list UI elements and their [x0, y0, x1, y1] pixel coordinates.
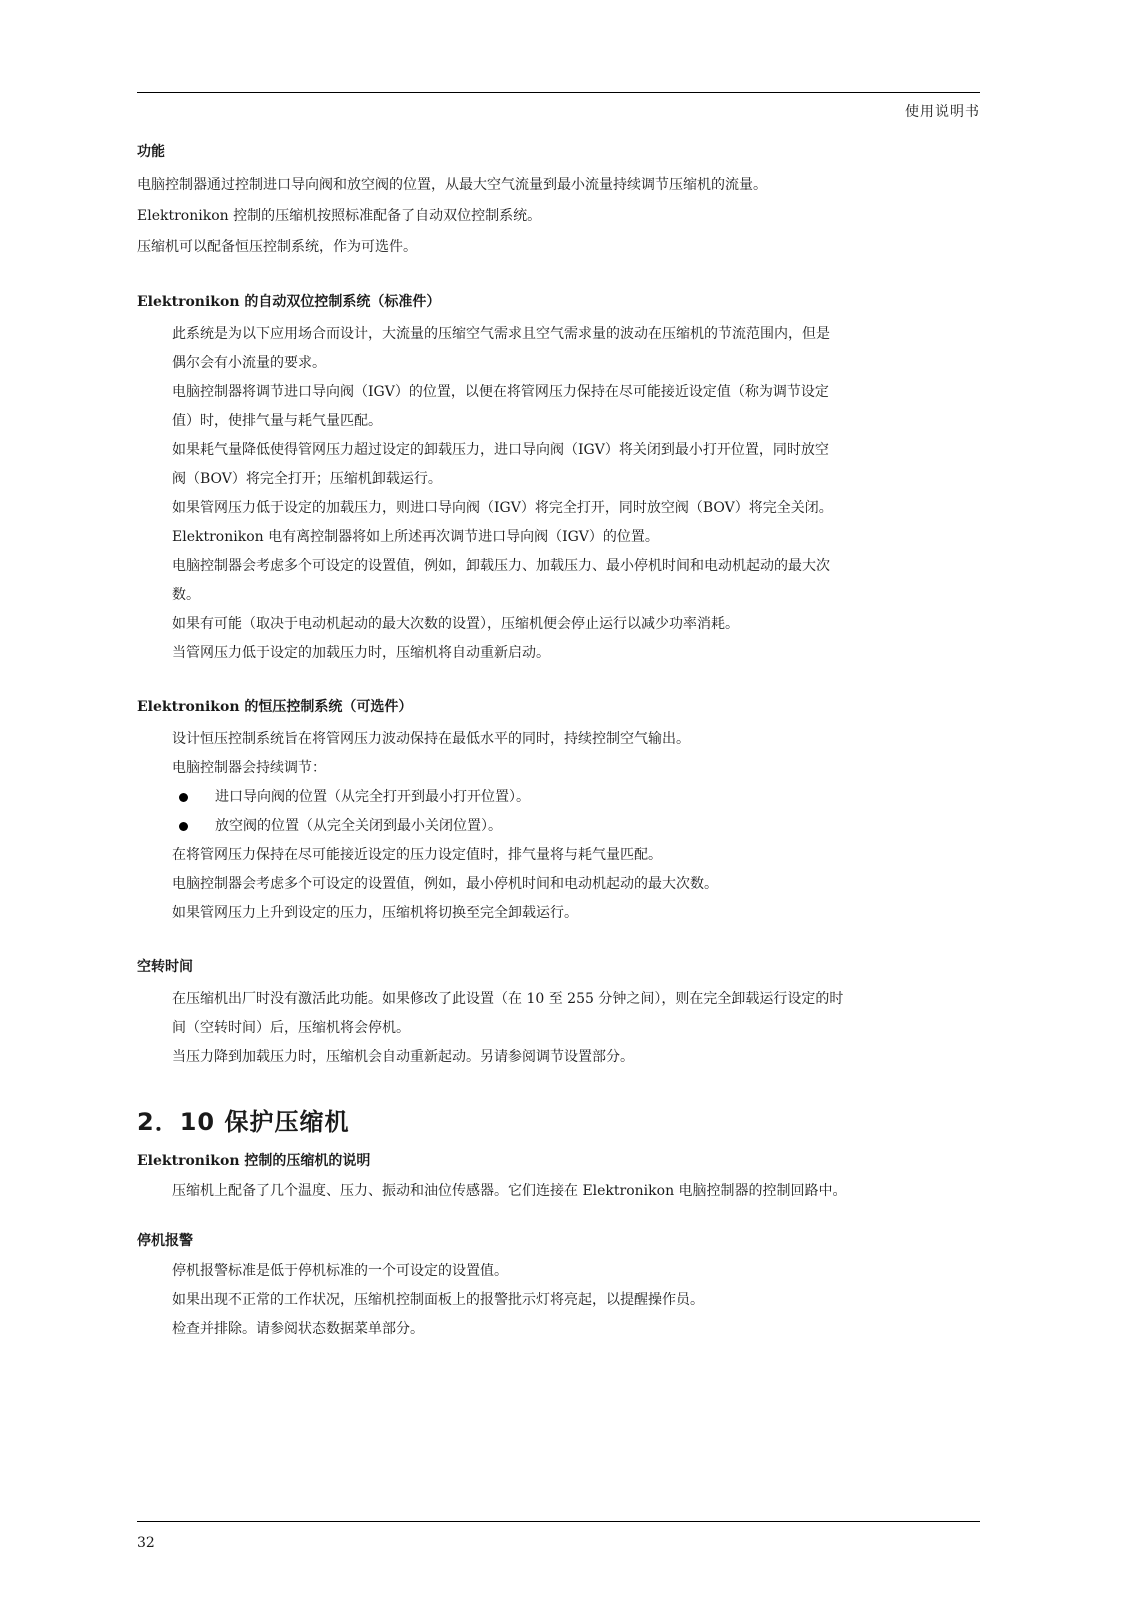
section-heading-shutdown-alarm: 停机报警	[137, 1233, 193, 1249]
paragraph-line: 如果管网压力低于设定的加载压力，则进口导向阀（IGV）将完全打开，同时放空阀（BOV）将完全关闭。	[172, 500, 833, 516]
footer-rule	[137, 1521, 980, 1522]
section-heading-function: 功能	[137, 144, 165, 160]
paragraph-line: 电脑控制器会考虑多个可设定的设置值，例如，最小停机时间和电动机起动的最大次数。	[172, 876, 718, 892]
bullet-item	[172, 783, 982, 812]
paragraph-line: 如果管网压力上升到设定的压力，压缩机将切换至完全卸载运行。	[172, 905, 578, 921]
paragraph-line: 偶尔会有小流量的要求。	[172, 355, 326, 371]
paragraph-line: 检查并排除。请参阅状态数据菜单部分。	[172, 1321, 424, 1337]
paragraph-line: 电脑控制器会考虑多个可设定的设置值，例如，卸载压力、加载压力、最小停机时间和电动机起动的最大次	[172, 558, 830, 574]
section-heading-dual-control: Elektronikon 的自动双位控制系统（标准件）	[137, 294, 441, 310]
section-heading-constant-pressure: Elektronikon 的恒压控制系统（可选件）	[137, 699, 413, 715]
section-heading-idle-time: 空转时间	[137, 959, 193, 975]
bullet-dot-icon	[179, 822, 188, 831]
paragraph-line: 电脑控制器将调节进口导向阀（IGV）的位置，以便在将管网压力保持在尽可能接近设定值（称为调节设定	[172, 384, 829, 400]
bullet-text: 进口导向阀的位置（从完全打开到最小打开位置）。	[215, 789, 530, 805]
paragraph-line: 数。	[172, 587, 200, 603]
paragraph-line: 间（空转时间）后，压缩机将会停机。	[172, 1020, 410, 1036]
paragraph-line: 阀（BOV）将完全打开；压缩机卸载运行。	[172, 471, 442, 487]
paragraph-line: Elektronikon 控制的压缩机按照标准配备了自动双位控制系统。	[137, 208, 542, 224]
paragraph-line: 停机报警标准是低于停机标准的一个可设定的设置值。	[172, 1263, 508, 1279]
bullet-dot-icon	[179, 793, 188, 802]
header-rule	[137, 92, 980, 93]
paragraph-line: 如果出现不正常的工作状况，压缩机控制面板上的报警批示灯将亮起，以提醒操作员。	[172, 1292, 704, 1308]
paragraph-line: 如果耗气量降低使得管网压力超过设定的卸载压力，进口导向阀（IGV）将关闭到最小打开位置，同时放空	[172, 442, 829, 458]
page-content	[137, 142, 982, 1344]
paragraph-line: Elektronikon 电有离控制器将如上所述再次调节进口导向阀（IGV）的位置。	[172, 529, 659, 545]
header-title: 使用说明书	[905, 104, 980, 120]
paragraph-line: 当压力降到加载压力时，压缩机会自动重新起动。另请参阅调节设置部分。	[172, 1049, 634, 1065]
paragraph-line: 电脑控制器会持续调节：	[172, 760, 326, 776]
chapter-heading: 2．10 保护压缩机	[137, 1108, 350, 1136]
paragraph-line: 压缩机可以配备恒压控制系统，作为可选件。	[137, 239, 417, 255]
paragraph-line: 此系统是为以下应用场合而设计，大流量的压缩空气需求且空气需求量的波动在压缩机的节流范围内，但是	[172, 326, 830, 342]
section-heading-description: Elektronikon 控制的压缩机的说明	[137, 1153, 371, 1169]
paragraph-line: 在将管网压力保持在尽可能接近设定的压力设定值时，排气量将与耗气量匹配。	[172, 847, 662, 863]
paragraph-line: 在压缩机出厂时没有激活此功能。如果修改了此设置（在 10 至 255 分钟之间），则在完全卸载运行设定的时	[172, 991, 844, 1007]
bullet-text: 放空阀的位置（从完全关闭到最小关闭位置）。	[215, 818, 502, 834]
paragraph-line: 压缩机上配备了几个温度、压力、振动和油位传感器。它们连接在 Elektronikon 电脑控制器的控制回路中。	[172, 1183, 847, 1199]
page-number: 32	[137, 1535, 155, 1551]
paragraph-line: 值）时，使排气量与耗气量匹配。	[172, 413, 382, 429]
paragraph-line: 当管网压力低于设定的加载压力时，压缩机将自动重新启动。	[172, 645, 550, 661]
paragraph-line: 如果有可能（取决于电动机起动的最大次数的设置），压缩机便会停止运行以减少功率消耗。	[172, 616, 739, 632]
paragraph-line: 电脑控制器通过控制进口导向阀和放空阀的位置，从最大空气流量到最小流量持续调节压缩机的流量。	[137, 177, 767, 193]
bullet-item	[172, 812, 982, 841]
paragraph-line: 设计恒压控制系统旨在将管网压力波动保持在最低水平的同时，持续控制空气输出。	[172, 731, 690, 747]
